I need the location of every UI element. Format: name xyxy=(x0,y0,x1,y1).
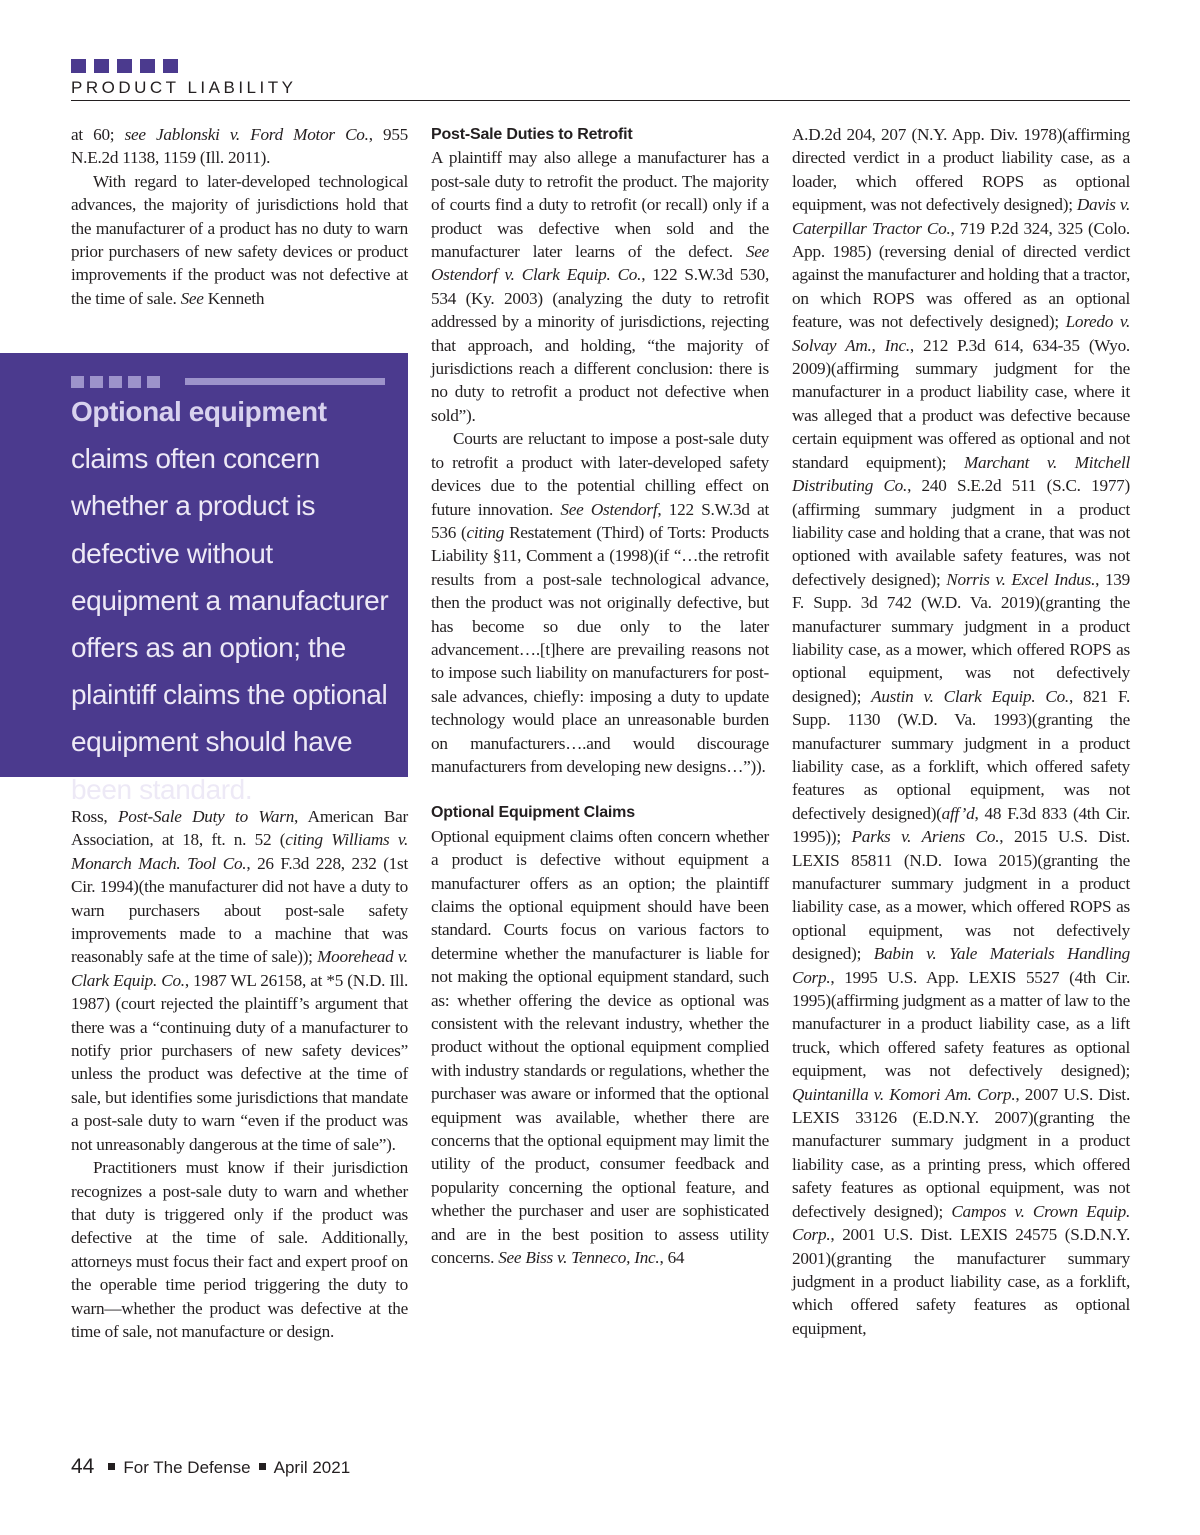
paragraph: With regard to later-developed technological advances, the majority of jurisdictions hold that the manufacturer of a product has no duty to warn prior purchasers of new safety devices or product improvements if the product was not defective at the time of sale. See Kenneth xyxy=(71,171,408,308)
pull-quote-lead: Optional equipment xyxy=(71,396,327,427)
marker-square xyxy=(71,59,86,73)
paragraph: at 60; see Jablonski v. Ford Motor Co., 955 N.E.2d 1138, 1159 (Ill. 2011). xyxy=(71,125,409,168)
marker-square xyxy=(163,59,178,73)
italic-run: Norris v. Excel Indus. xyxy=(946,569,1096,589)
pull-quote-rule xyxy=(185,378,385,385)
italic-run: Austin v. Clark Equip. Co. xyxy=(871,686,1069,706)
middle-column xyxy=(431,123,769,1270)
italic-run: Campos v. Crown Equip. Corp. xyxy=(792,1201,1130,1245)
left-column-top xyxy=(71,123,408,310)
italic-run: aff’d xyxy=(941,803,975,823)
paragraph: A plaintiff may also allege a manufacturer has a post-sale duty to retrofit the product. The majority of courts find a duty to retrofit (or recall) only if a product was defective when sold and the manufacturer later learns of the defect. See Ostendorf v. Clark Equip. Co., 122 S.W.3d 530, 534 (Ky. 2003) (analyzing the duty to retrofit addressed by a minority of jurisdictions, rejecting that approach, and holding, “the majority of jurisdictions reach a different conclusion: there is no duty to retrofit a product not defective when sold”). xyxy=(431,148,769,425)
marker-square xyxy=(71,376,84,388)
italic-run: Loredo v. Solvay Am., Inc. xyxy=(792,312,1131,355)
subheading-optional-equipment: Optional Equipment Claims xyxy=(431,804,635,822)
italic-run: See Ostendorf xyxy=(560,499,658,519)
page-number: 44 xyxy=(71,1455,95,1478)
pull-quote xyxy=(0,353,408,805)
italic-run: See xyxy=(180,288,204,308)
subheading-retrofit: Post-Sale Duties to Retrofit xyxy=(431,126,633,143)
marker-square xyxy=(94,59,109,73)
section-label: PRODUCT LIABILITY xyxy=(71,78,297,97)
paragraph: Optional equipment claims often concern whether a product is defective without equipment a manufacturer offers as an option; the plaintiff claims the optional equipment should have been standard. Courts focus on various factors to determine whether the manufacturer is liable for not making the optional equipment standard, such as: whether offering the device as optional was consistent with the relevant industry, whether the product without the optional equipment complied with industry standards or regulations, whether the purchaser was aware or informed that the optional equipment was available, whether there are concerns that the optional equipment may limit the utility of the product, consumer feedback and popularity concerning the optional feature, and whether the purchaser and user are sophisticated and are in the best position to assess utility concerns. See Biss v. Tenneco, Inc., 64 xyxy=(431,826,769,1268)
italic-run: Moorehead v. Clark Equip. Co. xyxy=(71,947,408,990)
paragraph: Ross, Post-Sale Duty to Warn, American Bar Association, at 18, ft. n. 52 (citing Williams v. Monarch Mach. Tool Co., 26 F.3d 228, 232 (1st Cir. 1994)(the manufacturer did not have a duty to warn purchasers about post-sale safety improvements made to a machine that was reasonably safe at the time of sale)); Moorehead v. Clark Equip. Co., 1987 WL 26158, at *5 (N.D. Ill. 1987) (court rejected the plaintiff’s argument that there was a “continuing duty of a manufacturer to notify prior purchasers of new safety devices” unless the product was defective at the time of sale, but identifies some jurisdictions that mandate a post-sale duty to warn “even if the product was not unreasonably dangerous at the time of sale”). xyxy=(71,807,409,1154)
marker-square xyxy=(147,376,160,388)
italic-run: See Biss v. Tenneco, Inc. xyxy=(498,1248,660,1268)
section-gap xyxy=(431,778,769,801)
italic-run: Quintanilla v. Komori Am. Corp. xyxy=(792,1084,1016,1104)
left-column-bottom xyxy=(71,805,408,1343)
footer-bullet xyxy=(259,1463,266,1470)
header-rule xyxy=(71,100,1130,101)
marker-square xyxy=(140,59,155,73)
pull-quote-marker-squares xyxy=(71,376,160,388)
italic-run: Parks v. Ariens Co. xyxy=(851,827,1000,847)
publication-name: For The Defense xyxy=(123,1458,251,1477)
italic-run: See Ostendorf v. Clark Equip. Co. xyxy=(431,242,769,285)
paragraph: Practitioners must know if their jurisdiction recognizes a post-sale duty to warn and whether that duty is triggered only if the product was defective at the time of sale. Additionally, attorneys must focus their fact and expert proof on the operable time period triggering the duty to warn—whether the product was defective at the time of sale, not manufacture or design. xyxy=(71,1158,408,1341)
italic-run: Babin v. Yale Materials Handling Corp. xyxy=(792,944,1130,987)
right-column xyxy=(792,123,1130,1340)
paragraph: A.D.2d 204, 207 (N.Y. App. Div. 1978)(affirming directed verdict in a product liability case, as a loader, which offered ROPS as optional equipment, was not defectively designed); Davis v. Caterpillar Tractor Co., 719 P.2d 324, 325 (Colo. App. 1985) (reversing denial of directed verdict against the manufacturer and holding that a tractor, on which ROPS was offered as an optional feature, was not defectively designed); Loredo v. Solvay Am., Inc., 212 P.3d 614, 634-35 (Wyo. 2009)(affirming summary judgment for the manufacturer in a product liability case, where it was alleged that a product was defective because certain equipment was offered as optional and not standard equipment); Marchant v. Mitchell Distributing Co., 240 S.E.2d 511 (S.C. 1977)(affirming summary judgment in a product liability case and holding that a crane, that was not optioned with available safety features, was not defectively designed); Norris v. Excel Indus., 139 F. Supp. 3d 742 (W.D. Va. 2019)(granting the manufacturer summary judgment in a product liability case, as a mower, which offered ROPS as optional equipment, was not defectively designed); Austin v. Clark Equip. Co., 821 F. Supp. 1130 (W.D. Va. 1993)(granting the manufacturer summary judgment in a product liability case, as a forklift, which offered safety features as optional equipment, was not defectively designed)(aff’d, 48 F.3d 833 (4th Cir. 1995)); Parks v. Ariens Co., 2015 U.S. Dist. LEXIS 85811 (N.D. Iowa 2015)(granting the manufacturer summary judgment in a product liability case, as a mower, which offered ROPS as optional equipment, was not defectively designed); Babin v. Yale Materials Handling Corp., 1995 U.S. App. LEXIS 5527 (4th Cir. 1995)(affirming judgment as a matter of law to the manufacturer in a product liability case, as a lift truck, which offered safety features as optional equipment, was not defectively designed); Quintanilla v. Komori Am. Corp., 2007 U.S. Dist. LEXIS 33126 (E.D.N.Y. 2007)(granting the manufacturer summary judgment in a product liability case, as a printing press, which offered safety features as optional equipment, was not defectively designed); Campos v. Crown Equip. Corp., 2001 U.S. Dist. LEXIS 24575 (S.D.N.Y. 2001)(granting the manufacturer summary judgment in a product liability case, as a forklift, which offered safety features as optional equipment, xyxy=(792,125,1131,1338)
marker-square xyxy=(117,59,132,73)
issue-date: April 2021 xyxy=(273,1458,351,1477)
italic-run: Davis v. Caterpillar Tractor Co. xyxy=(792,195,1131,238)
page-footer xyxy=(71,1455,350,1479)
pull-quote-text xyxy=(71,388,401,813)
footer-bullet xyxy=(108,1463,115,1470)
marker-square xyxy=(109,376,122,388)
section-marker-squares xyxy=(71,59,178,73)
marker-square xyxy=(128,376,141,388)
italic-run: Post-Sale Duty to Warn xyxy=(118,807,295,826)
pull-quote-body: claims often concern whether a product is defective without equipment a manufacturer offers as an option; the plaintiff claims the optional equipment should have been standard. xyxy=(71,443,389,805)
marker-square xyxy=(90,376,103,388)
italic-run: see Jablonski v. Ford Motor Co. xyxy=(124,125,369,144)
italic-run: citing xyxy=(466,522,505,542)
italic-run: Marchant v. Mitchell Distributing Co. xyxy=(792,452,1130,496)
italic-run: citing Williams v. Monarch Mach. Tool Co. xyxy=(71,830,408,873)
paragraph: Courts are reluctant to impose a post-sale duty to retrofit a product with later-developed safety devices due to the potential chilling effect on future innovation. See Ostendorf, 122 S.W.3d at 536 (citing Restatement (Third) of Torts: Products Liability §11, Comment a (1998)(if “…the retrofit results from a post-sale technological advance, then the product was not originally defective, but has become so due only to the later advancement….[t]here are prevailing reasons not to impose such liability on manufacturers for post-sale advances, chiefly: imposing a duty to update technology would place an unreasonable burden on manufacturers….and would discourage manufacturers from developing new designs…”)). xyxy=(431,429,769,776)
